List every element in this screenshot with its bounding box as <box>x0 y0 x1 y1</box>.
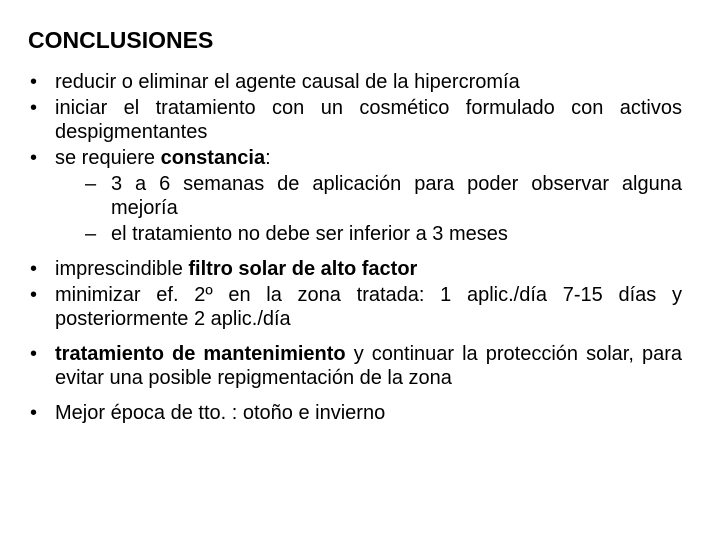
bullet-text: minimizar ef. 2º en la zona tratada: 1 aplic./día 7-15 días y posteriormente 2 aplic./día <box>55 284 682 330</box>
bullet-item <box>30 257 682 281</box>
bullet-group-1 <box>30 70 682 246</box>
bullet-item <box>30 96 682 144</box>
bullet-item <box>30 283 682 331</box>
bullet-bold-text: filtro solar de alto factor <box>188 258 418 280</box>
bullet-group-2 <box>30 257 682 331</box>
bullet-item <box>30 401 682 425</box>
bullet-text: imprescindible <box>55 258 189 280</box>
slide-content <box>30 70 682 427</box>
sub-list <box>55 172 682 246</box>
bullet-text: y continuar la protección solar, para evitar una posible repigmentación de la zona <box>55 343 682 389</box>
bullet-bold-text: constancia <box>160 147 266 169</box>
bullet-item <box>30 342 682 390</box>
bullet-text: : <box>265 147 271 169</box>
bullet-text: reducir o eliminar el agente causal de la hipercromía <box>55 71 520 93</box>
sub-item-text: el tratamiento no debe ser inferior a 3 meses <box>111 223 508 245</box>
bullet-text: iniciar el tratamiento con un cosmético formulado con activos despigmentantes <box>55 97 682 143</box>
bullet-group-4 <box>30 401 682 425</box>
sub-item-text: 3 a 6 semanas de aplicación para poder observar alguna mejoría <box>111 173 682 219</box>
bullet-text: se requiere <box>55 147 161 169</box>
bullet-item <box>30 146 682 246</box>
sub-item <box>55 222 682 246</box>
bullet-text: Mejor época de tto. : otoño e invierno <box>55 402 386 424</box>
bullet-bold-text: tratamiento de mantenimiento <box>55 343 346 365</box>
sub-item <box>55 172 682 220</box>
page-title: CONCLUSIONES <box>28 27 214 53</box>
bullet-group-3 <box>30 342 682 390</box>
bullet-item <box>30 70 682 94</box>
